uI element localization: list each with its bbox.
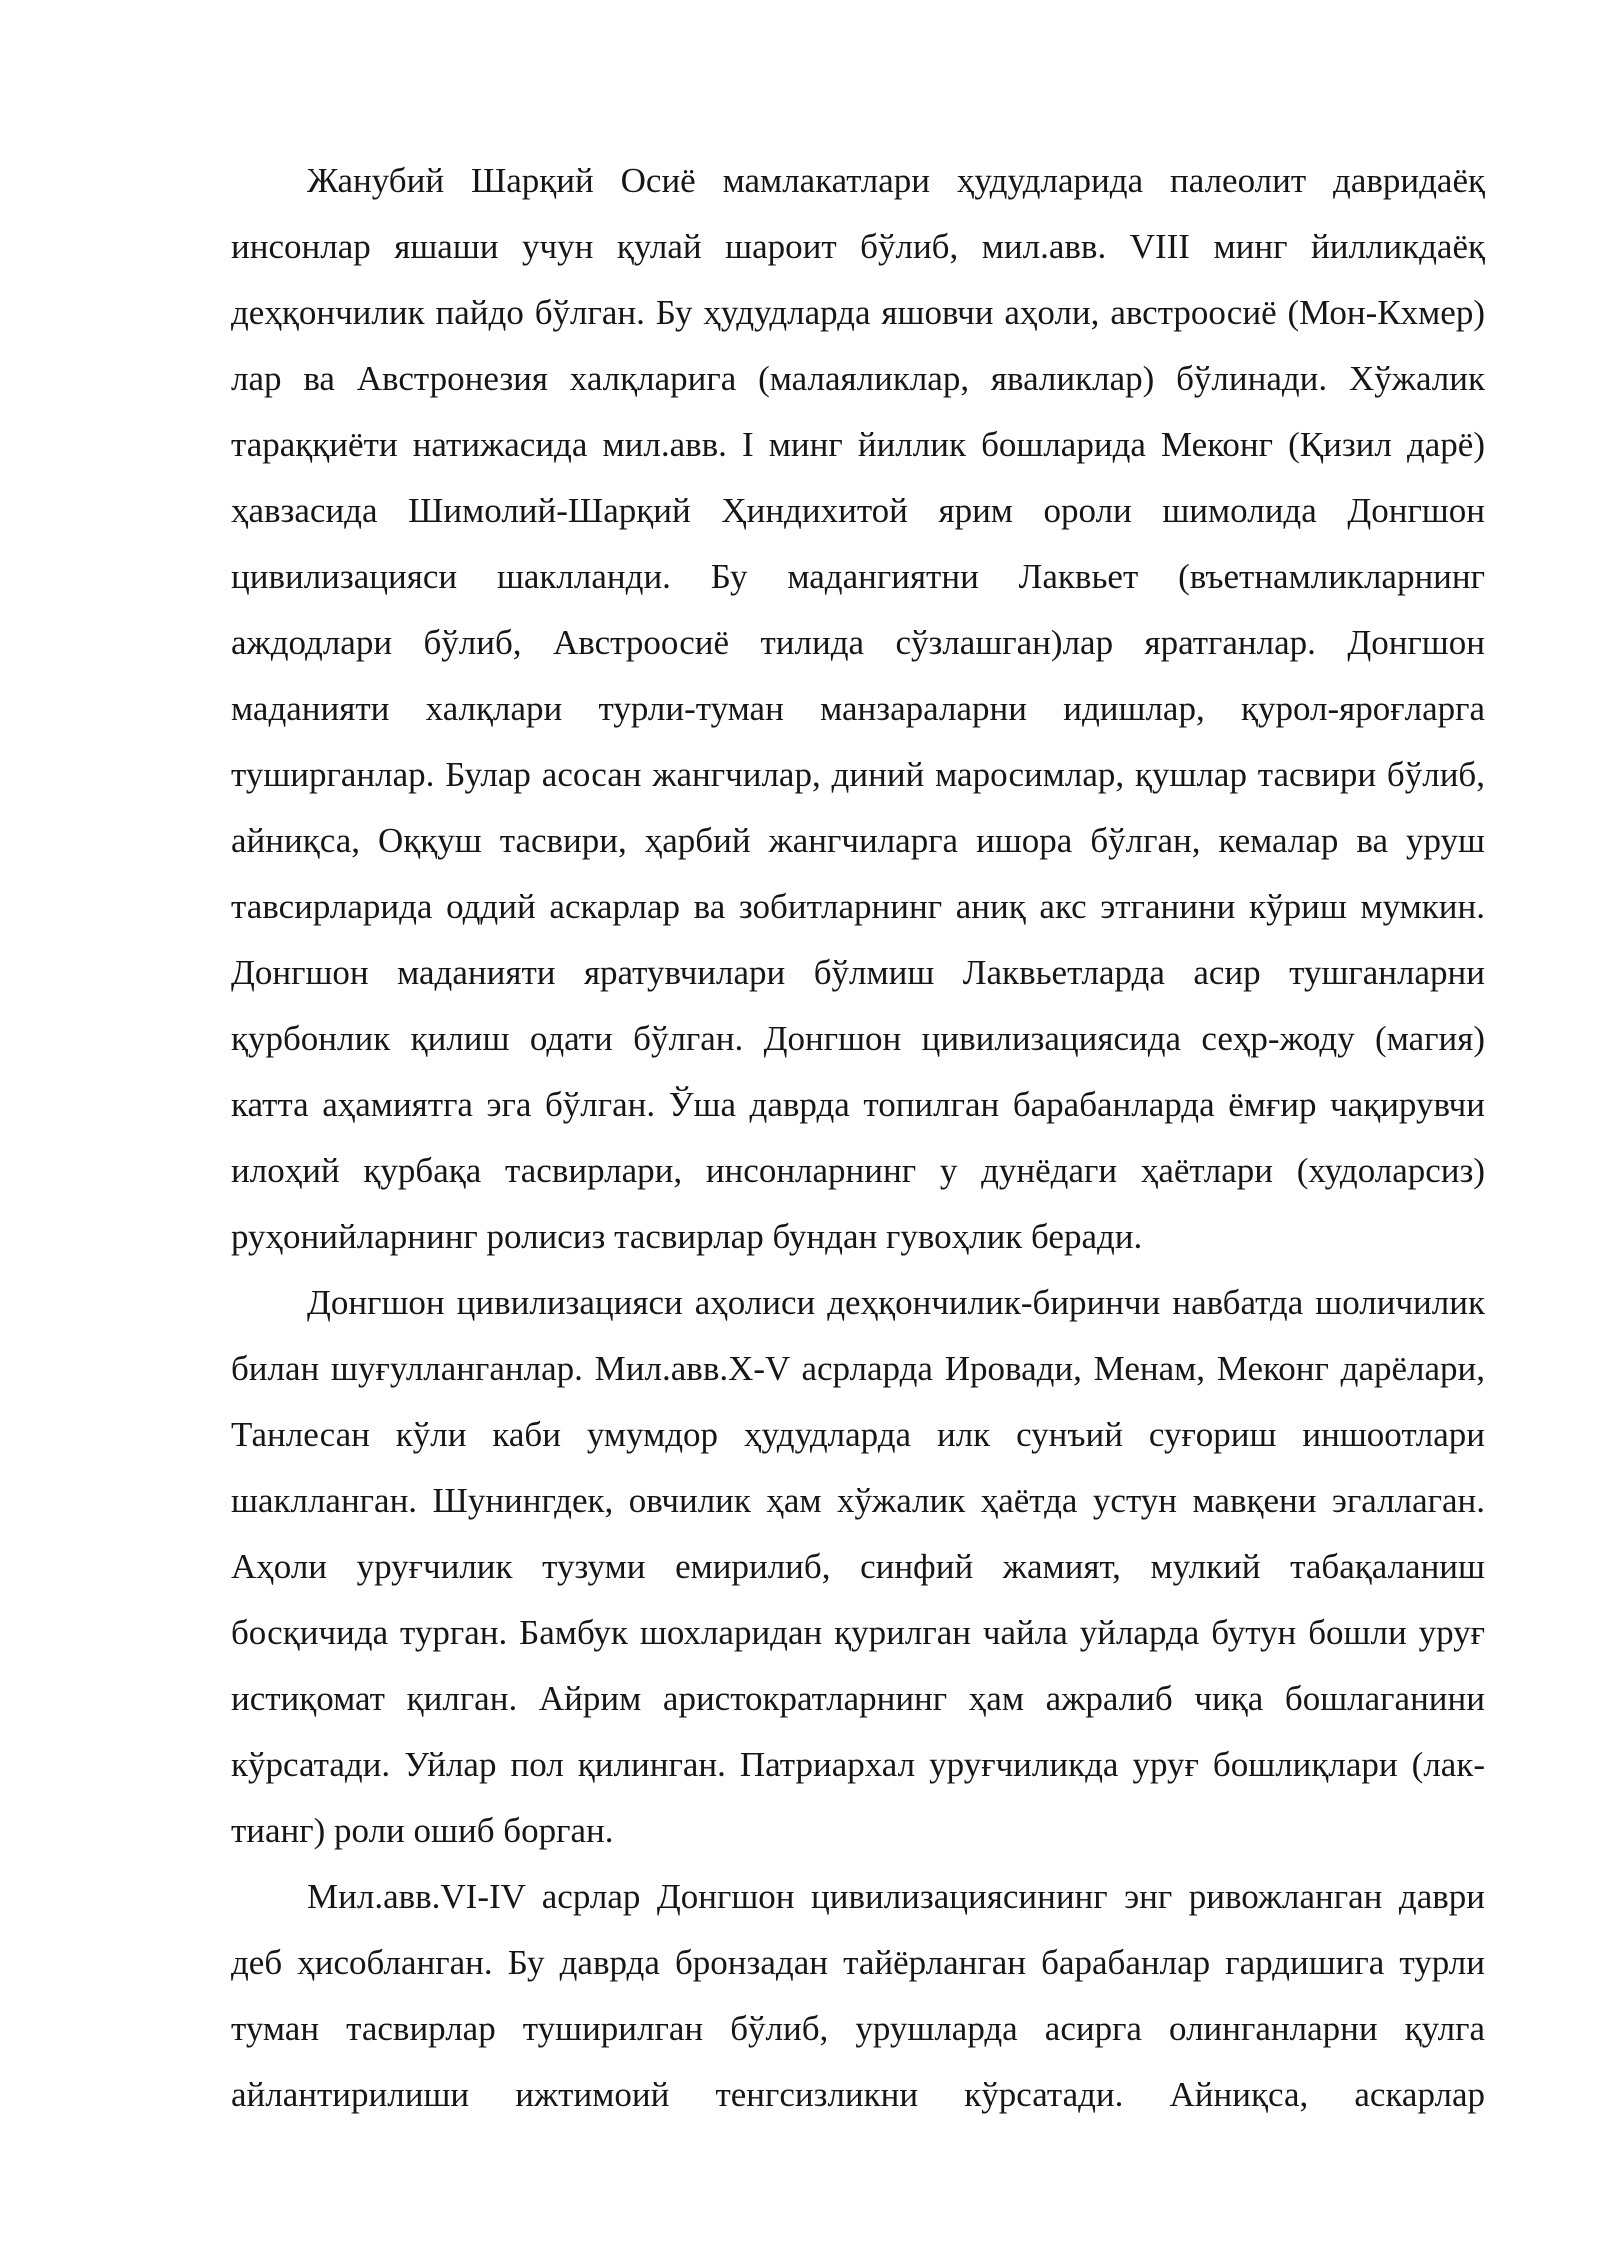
paragraph-1: [231, 148, 1485, 1270]
text-line: Мил.авв.VI-IV асрлар Донгшон цивилизациясининг энг ривожланган даври: [307, 1877, 1485, 1916]
text-line: тавсирларида оддий аскарлар ва зобитларнинг аниқ акс этганини кўриш мумкин.: [231, 887, 1485, 926]
body-text: [231, 148, 1485, 2128]
text-line: шаклланган. Шунингдек, овчилик ҳам хўжалик ҳаётда устун мавқени эгаллаган.: [231, 1481, 1485, 1520]
paragraph-3: [231, 1864, 1485, 2128]
text-line: Донгшон маданияти яратувчилари бўлмиш Лаквьетларда асир тушганларни: [231, 953, 1485, 992]
text-line: айниқса, Оққуш тасвири, ҳарбий жангчиларга ишора бўлган, кемалар ва уруш: [231, 821, 1485, 860]
text-line: Танлесан кўли каби умумдор ҳудудларда илк сунъий суғориш иншоотлари: [231, 1415, 1485, 1454]
text-line: тианг) роли ошиб борган.: [231, 1811, 614, 1850]
text-line: билан шуғулланганлар. Мил.авв.X-V асрларда Ировади, Менам, Меконг дарёлари,: [231, 1349, 1485, 1388]
text-line: деҳқончилик пайдо бўлган. Бу ҳудудларда яшовчи аҳоли, австроосиё (Мон-Кхмер): [231, 293, 1485, 332]
text-line: туман тасвирлар туширилган бўлиб, урушларда асирга олинганларни қулга: [231, 2009, 1485, 2048]
text-line: маданияти халқлари турли-туман манзараларни идишлар, қурол-яроғларга: [231, 689, 1485, 728]
text-line: Донгшон цивилизацияси аҳолиси деҳқончилик-биринчи навбатда шоличилик: [307, 1283, 1485, 1322]
text-line: истиқомат қилган. Айрим аристократларнинг ҳам ажралиб чиқа бошлаганини: [231, 1679, 1485, 1718]
text-line: лар ва Австронезия халқларига (малаяликлар, яваликлар) бўлинади. Хўжалик: [231, 359, 1485, 398]
text-line: Аҳоли уруғчилик тузуми емирилиб, синфий жамият, мулкий табақаланиш: [231, 1547, 1485, 1586]
text-line: тараққиёти натижасида мил.авв. I минг йиллик бошларида Меконг (Қизил дарё): [231, 425, 1485, 464]
text-line: деб ҳисобланган. Бу даврда бронзадан тайёрланган барабанлар гардишига турли: [231, 1943, 1485, 1982]
text-line: туширганлар. Булар асосан жангчилар, диний маросимлар, қушлар тасвири бўлиб,: [231, 755, 1485, 794]
text-line: қурбонлик қилиш одати бўлган. Донгшон цивилизациясида сеҳр-жоду (магия): [231, 1019, 1485, 1058]
text-line: босқичида турган. Бамбук шохларидан қурилган чайла уйларда бутун бошли уруғ: [231, 1613, 1485, 1652]
text-line: ҳавзасида Шимолий-Шарқий Ҳиндихитой ярим ороли шимолида Донгшон: [231, 491, 1485, 530]
text-line: катта аҳамиятга эга бўлган. Ўша даврда топилган барабанларда ёмғир чақирувчи: [231, 1085, 1485, 1124]
text-line: цивилизацияси шаклланди. Бу мадангиятни Лаквьет (въетнамликларнинг: [231, 557, 1485, 596]
text-line: инсонлар яшаши учун қулай шароит бўлиб, мил.авв. VIII минг йилликдаёқ: [231, 227, 1485, 266]
text-line: илоҳий қурбақа тасвирлари, инсонларнинг у дунёдаги ҳаётлари (худоларсиз): [231, 1151, 1485, 1190]
text-line: аждодлари бўлиб, Австроосиё тилида сўзлашган)лар яратганлар. Донгшон: [231, 623, 1485, 662]
text-line: айлантирилиши ижтимоий тенгсизликни кўрсатади. Айниқса, аскарлар: [231, 2075, 1485, 2114]
text-line: Жанубий Шарқий Осиё мамлакатлари ҳудудларида палеолит давридаёқ: [307, 161, 1485, 200]
text-line: кўрсатади. Уйлар пол қилинган. Патриархал уруғчиликда уруғ бошлиқлари (лак-: [231, 1745, 1485, 1784]
paragraph-2: [231, 1270, 1485, 1864]
text-line: руҳонийларнинг ролисиз тасвирлар бундан гувоҳлик беради.: [231, 1217, 1143, 1256]
